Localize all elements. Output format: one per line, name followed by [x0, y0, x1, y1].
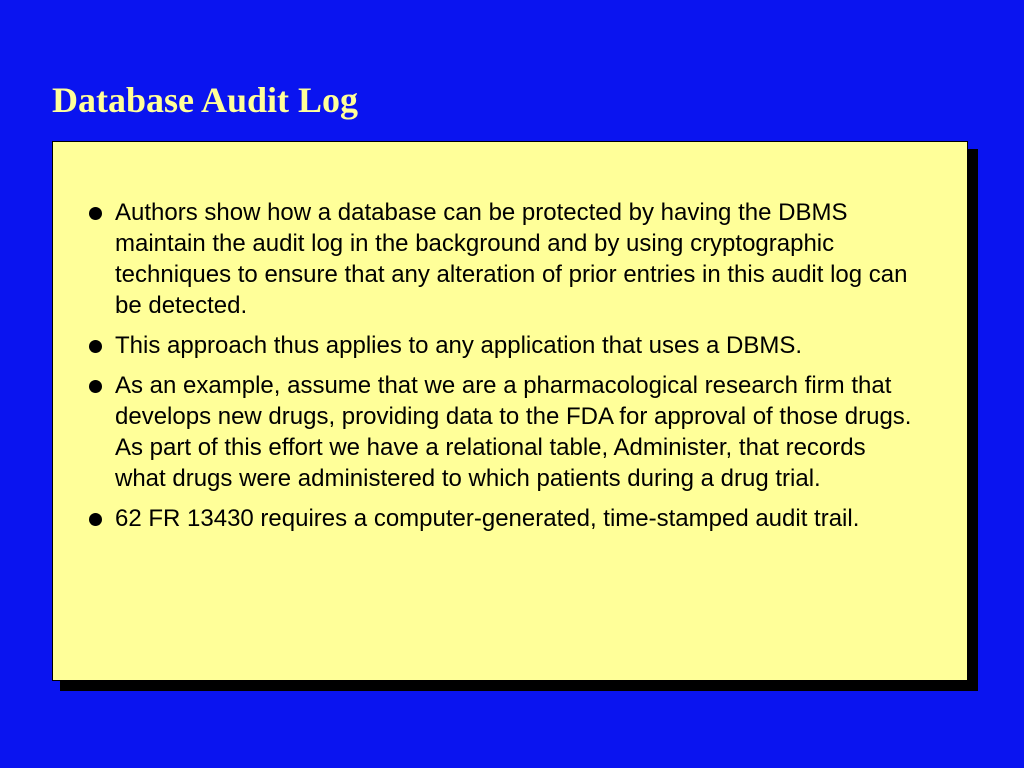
bullet-item — [87, 503, 917, 534]
slide-title: Database Audit Log — [52, 80, 359, 120]
bullet-dot-icon — [89, 207, 102, 220]
bullet-dot-icon — [89, 380, 102, 393]
bullet-item — [87, 330, 917, 361]
bullet-text: As an example, assume that we are a pharmacological research firm that develops new drugs, providing data to the FDA for approval of those drugs. As part of this effort we have a relational table, Administer, that records what drugs were administered to which patients during a drug trial. — [115, 372, 912, 492]
bullet-item — [87, 370, 917, 494]
bullet-text: Authors show how a database can be protected by having the DBMS maintain the audit log in the background and by using cryptographic techniques to ensure that any alteration of prior entries in this audit log can be detected. — [115, 199, 908, 319]
bullet-dot-icon — [89, 513, 102, 526]
bullet-item — [87, 197, 917, 321]
bullet-text: This approach thus applies to any application that uses a DBMS. — [115, 332, 803, 359]
content-panel — [52, 141, 968, 681]
bullet-text: 62 FR 13430 requires a computer-generated, time-stamped audit trail. — [115, 505, 860, 532]
bullet-dot-icon — [89, 340, 102, 353]
bullet-list — [87, 197, 917, 543]
